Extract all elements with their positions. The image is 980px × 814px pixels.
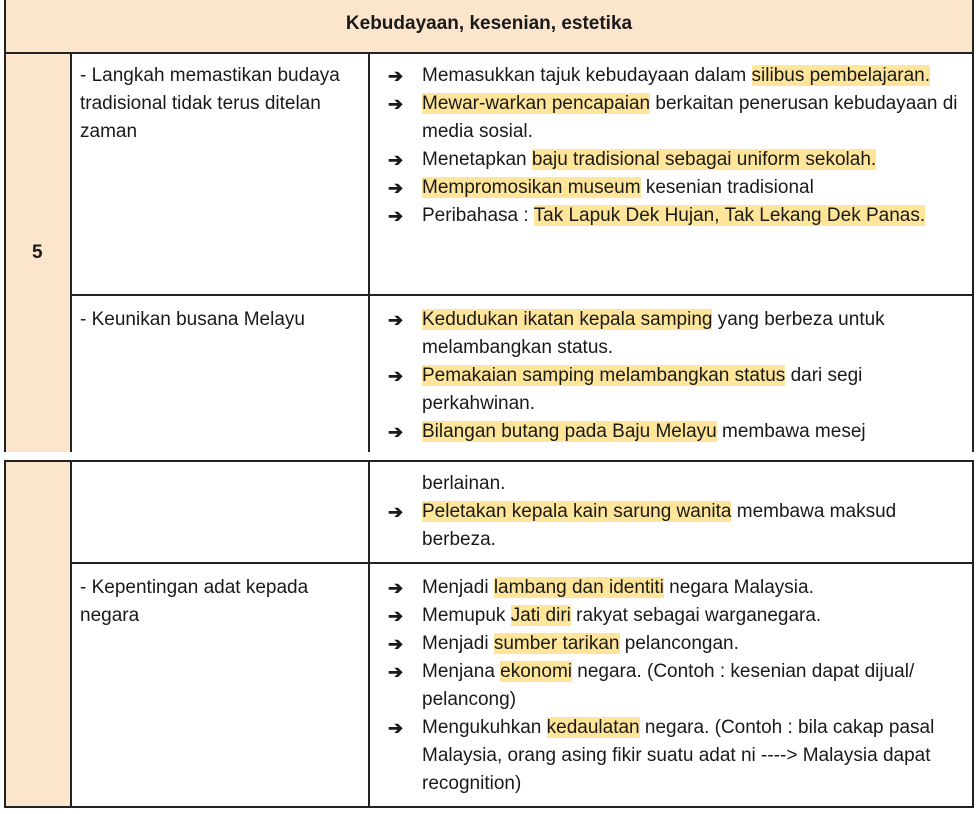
item-text: Mengukuhkan (422, 717, 547, 738)
item-text: berkaitan penerusan kebudayaan di media sosial. (422, 93, 958, 142)
list-item (388, 362, 968, 418)
item-text: negara Malaysia. (663, 577, 814, 598)
highlight: silibus pembelajaran. (751, 65, 931, 86)
item-text: rakyat sebagai warganegara. (570, 605, 822, 626)
item-text: yang berbeza untuk melambangkan status. (422, 309, 885, 358)
list-item (388, 630, 968, 658)
list-busana-continued (388, 470, 968, 554)
arrow-icon: ➔ (388, 206, 404, 226)
list-item (388, 498, 968, 554)
highlight: sumber tarikan (493, 633, 620, 654)
item-text: negara. (Contoh : bila cakap pasal Malaysia, orang asing fikir suatu adat ni ----> Malaysia dapat recognition) (422, 717, 935, 794)
arrow-icon: ➔ (388, 502, 404, 522)
highlight: Mempromosikan museum (422, 177, 641, 198)
table-top-section (4, 0, 974, 452)
table-bottom-section (4, 460, 974, 808)
item-text: Menetapkan (422, 149, 532, 170)
item-text: membawa maksud berbeza. (422, 501, 897, 550)
number-cell (6, 54, 70, 452)
number-cell (6, 462, 70, 806)
highlight: Kedudukan ikatan kepala samping (422, 309, 713, 330)
arrow-icon: ➔ (388, 578, 404, 598)
list-item (388, 574, 968, 602)
list-item (388, 658, 968, 714)
item-text: dari segi perkahwinan. (422, 365, 863, 414)
item-text: negara. (Contoh : kesenian dapat dijual/ pelancong) (422, 661, 915, 710)
list-item (388, 602, 968, 630)
list-item (388, 202, 968, 230)
arrow-icon: ➔ (388, 310, 404, 330)
highlight: Peletakan kepala kain sarung wanita (422, 501, 732, 522)
arrow-icon: ➔ (388, 66, 404, 86)
divider (368, 54, 370, 452)
divider (70, 562, 972, 564)
divider (70, 462, 72, 806)
item-text: membawa mesej (716, 421, 866, 442)
highlight: baju tradisional sebagai uniform sekolah. (531, 149, 877, 170)
list-item (388, 62, 968, 90)
divider (70, 54, 72, 452)
topic-busana: - Keunikan busana Melayu (80, 309, 305, 330)
highlight: lambang dan identiti (493, 577, 664, 598)
arrow-icon: ➔ (388, 178, 404, 198)
item-text: Peribahasa : (422, 205, 534, 226)
arrow-icon: ➔ (388, 94, 404, 114)
list-item (388, 714, 968, 798)
list-busana (388, 306, 968, 446)
item-continuation: berlainan. (422, 473, 506, 494)
list-item (388, 174, 968, 202)
highlight: kedaulatan (546, 717, 640, 738)
highlight: Pemakaian samping melambangkan status (422, 365, 786, 386)
item-text: kesenian tradisional (640, 177, 814, 198)
arrow-icon: ➔ (388, 634, 404, 654)
highlight: Bilangan butang pada Baju Melayu (422, 421, 717, 442)
arrow-icon: ➔ (388, 606, 404, 626)
arrow-icon: ➔ (388, 366, 404, 386)
list-langkah (388, 62, 968, 230)
row-number: 5 (32, 242, 43, 263)
item-text: Memupuk (422, 605, 511, 626)
divider (6, 52, 972, 54)
arrow-icon: ➔ (388, 718, 404, 738)
arrow-icon: ➔ (388, 662, 404, 682)
list-item (388, 418, 968, 446)
highlight: Tak Lapuk Dek Hujan, Tak Lekang Dek Panas. (533, 205, 926, 226)
list-item (388, 90, 968, 146)
list-item (388, 146, 968, 174)
highlight: Jati diri (510, 605, 571, 626)
section-title: Kebudayaan, kesenian, estetika (345, 13, 633, 34)
arrow-icon: ➔ (388, 150, 404, 170)
highlight: ekonomi (500, 661, 572, 682)
list-item (388, 306, 968, 362)
item-text: pelancongan. (619, 633, 739, 654)
item-text: Menjadi (422, 577, 494, 598)
divider (368, 462, 370, 806)
item-text: Memasukkan tajuk kebudayaan dalam (422, 65, 752, 86)
topic-langkah: - Langkah memastikan budaya tradisional tidak terus ditelan zaman (80, 65, 340, 142)
arrow-icon: ➔ (388, 422, 404, 442)
item-text: Menjana (422, 661, 501, 682)
divider (70, 294, 972, 296)
highlight: Mewar-warkan pencapaian (422, 93, 651, 114)
item-text: Menjadi (422, 633, 494, 654)
list-adat (388, 574, 968, 798)
header-cell (6, 0, 972, 52)
topic-adat: - Kepentingan adat kepada negara (80, 577, 309, 626)
